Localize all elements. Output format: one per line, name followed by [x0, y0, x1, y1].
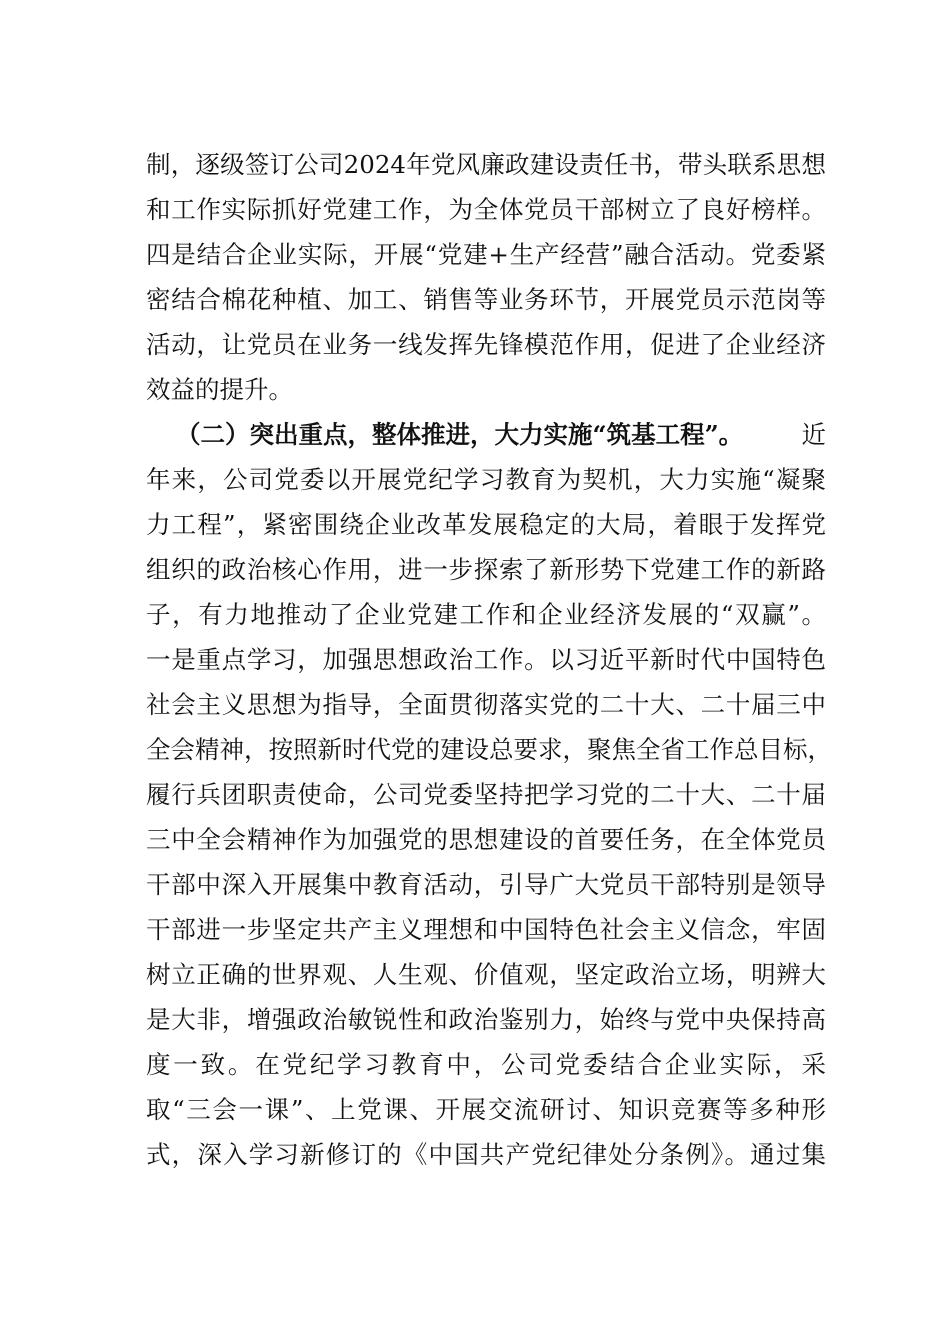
text-line: 活动，让党员在业务一线发挥先锋模范作用，促进了企业经济	[146, 330, 826, 359]
text-line: 子，有力地推动了企业党建工作和企业经济发展的“双赢”。	[146, 600, 826, 629]
text-line: 履行兵团职责使命，公司党委坚持把学习党的二十大、二十届	[146, 780, 826, 809]
text-line: 组织的政治核心作用，进一步探索了新形势下党建工作的新路	[146, 555, 826, 584]
text-line: 式，深入学习新修订的《中国共产党纪律处分条例》。通过集	[146, 1140, 826, 1169]
text-line: 制，逐级签订公司2024年党风廉政建设责任书，带头联系思想	[146, 150, 826, 179]
text-line: 效益的提升。	[146, 375, 293, 404]
text-line: 是大非，增强政治敏锐性和政治鉴别力，始终与党中央保持高	[146, 1005, 826, 1034]
text-line: 力工程”，紧密围绕企业改革发展稳定的大局，着眼于发挥党	[146, 510, 826, 539]
text-line: 全会精神，按照新时代党的建设总要求，聚焦全省工作总目标，	[146, 735, 832, 764]
section-heading-line	[146, 412, 826, 457]
text-line: 树立正确的世界观、人生观、价值观，坚定政治立场，明辨大	[146, 960, 826, 989]
text-line: 一是重点学习，加强思想政治工作。以习近平新时代中国特色	[146, 645, 826, 674]
text-line: 密结合棉花种植、加工、销售等业务环节，开展党员示范岗等	[146, 285, 826, 314]
text-line: 干部进一步坚定共产主义理想和中国特色社会主义信念，牢固	[146, 915, 826, 944]
text-line: 取“三会一课”、上党课、开展交流研讨、知识竞赛等多种形	[146, 1095, 826, 1124]
body-text	[146, 142, 832, 1177]
text-line: 年来，公司党委以开展党纪学习教育为契机，大力实施“凝聚	[146, 465, 826, 494]
text-line: 三中全会精神作为加强党的思想建设的首要任务，在全体党员	[146, 825, 826, 854]
text-line: 度一致。在党纪学习教育中，公司党委结合企业实际，采	[146, 1050, 826, 1079]
text-line: 四是结合企业实际，开展“党建+生产经营”融合活动。党委紧	[146, 240, 826, 269]
section-heading: （二）突出重点，整体推进，大力实施“筑基工程”。	[176, 420, 744, 449]
text-line: 干部中深入开展集中教育活动，引导广大党员干部特别是领导	[146, 870, 826, 899]
text-line: 和工作实际抓好党建工作，为全体党员干部树立了良好榜样。	[146, 195, 826, 224]
text-line: 社会主义思想为指导，全面贯彻落实党的二十大、二十届三中	[146, 690, 826, 719]
heading-line-tail: 近	[801, 420, 826, 449]
